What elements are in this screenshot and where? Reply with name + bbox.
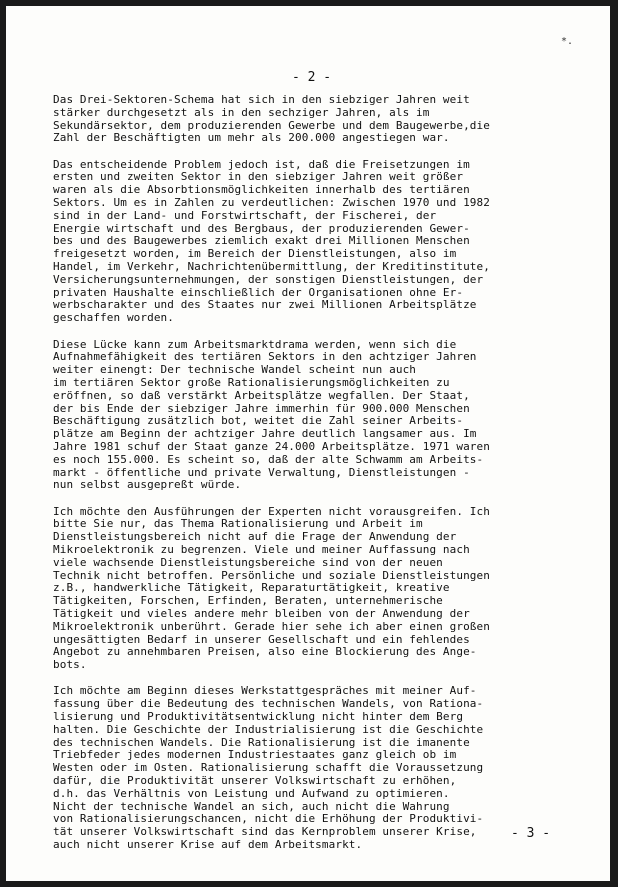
text-line: markt - öffentliche und private Verwaltung, Dienstleistungen - — [53, 465, 470, 479]
text-line: von Rationalisierungschancen, nicht die Erhöhung der Produktivi- — [53, 812, 484, 826]
text-line: nun selbst ausgepreßt würde. — [53, 478, 242, 492]
text-line: Tätigkeit und vieles andere mehr bleiben von der Anwendung der — [53, 606, 470, 620]
text-line: Das entscheidende Problem jedoch ist, daß die Freisetzungen im — [53, 157, 470, 171]
text-line: Diese Lücke kann zum Arbeitsmarktdrama werden, wenn sich die — [53, 337, 457, 351]
text-line: bes und des Baugewerbes ziemlich exakt drei Millionen Menschen — [53, 234, 470, 248]
text-line: auch nicht unserer Krise auf dem Arbeitsmarkt. — [53, 838, 363, 852]
paragraph — [53, 339, 573, 493]
text-line: sind in der Land- und Forstwirtschaft, der Fischerei, der — [53, 208, 437, 222]
text-line: Jahre 1981 schuf der Staat ganze 24.000 Arbeitsplätze. 1971 waren — [53, 439, 490, 453]
text-line: Sekundärsektor, dem produzierenden Gewerbe und dem Baugewerbe,die — [53, 118, 490, 132]
text-line: bitte Sie nur, das Thema Rationalisierung und Arbeit im — [53, 517, 423, 531]
text-line: Versicherungsunternehmungen, der sonstigen Dienstleistungen, der — [53, 272, 484, 286]
text-line: dafür, die Produktivität unserer Volkswirtschaft zu erhöhen, — [53, 774, 457, 788]
paragraph — [53, 506, 573, 672]
text-line: Handel, im Verkehr, Nachrichtenübermittlung, der Kreditinstitute, — [53, 260, 490, 274]
text-line: halten. Die Geschichte der Industrialisierung ist die Geschichte — [53, 722, 484, 736]
text-line: Ich möchte den Ausführungen der Experten nicht vorausgreifen. Ich — [53, 504, 490, 518]
text-line: Tätigkeiten, Forschen, Erfinden, Beraten, unternehmerische — [53, 594, 443, 608]
page-number-bottom: - 3 - — [511, 826, 551, 841]
text-line: werbscharakter und des Staates nur zwei Millionen Arbeitsplätze — [53, 298, 477, 312]
text-line: des technischen Wandels. Die Rationalisierung ist die imanente — [53, 735, 470, 749]
text-line: tät unserer Volkswirtschaft sind das Kernproblem unserer Krise, — [53, 825, 477, 839]
text-line: z.B., handwerkliche Tätigkeit, Reparaturtätigkeit, kreative — [53, 581, 450, 595]
text-line: Das Drei-Sektoren-Schema hat sich in den siebziger Jahren weit — [53, 93, 470, 106]
text-line: privaten Haushalte einschließlich der Organisationen ohne Er- — [53, 285, 464, 299]
text-line: fassung über die Bedeutung des technischen Wandels, von Rationa- — [53, 697, 484, 711]
scan-speck-mark: *. — [561, 36, 574, 47]
text-line: bots. — [53, 658, 87, 672]
text-line: Westen oder im Osten. Rationalisierung schafft die Voraussetzung — [53, 761, 484, 775]
text-line: Mikroelektronik zu begrenzen. Viele und meiner Auffassung nach — [53, 543, 470, 556]
paragraph — [53, 94, 573, 145]
text-line: ersten und zweiten Sektor in den siebziger Jahren weit größer — [53, 170, 464, 184]
text-line: stärker durchgesetzt als in den sechziger Jahren, als im — [53, 105, 430, 119]
text-line: Nicht der technische Wandel an sich, auch nicht die Wahrung — [53, 799, 450, 813]
text-line: viele wachsende Dienstleistungsbereiche sind von der neuen — [53, 555, 443, 569]
text-line: Triebfeder jedes modernen Industriestaates ganz gleich ob im — [53, 748, 457, 762]
paragraph — [53, 159, 573, 325]
text-line: plätze am Beginn der achtziger Jahre deutlich langsamer aus. Im — [53, 427, 477, 441]
text-line: Technik nicht betroffen. Persönliche und soziale Dienstleistungen — [53, 568, 490, 582]
text-line: im tertiären Sektor große Rationalisierungsmöglichkeiten zu — [53, 375, 450, 389]
text-line: geschaffen worden. — [53, 311, 175, 325]
document-body — [53, 94, 573, 865]
text-line: Ich möchte am Beginn dieses Werkstattgespräches mit meiner Auf- — [53, 684, 477, 698]
text-line: waren als die Absorbtionsmöglichkeiten innerhalb des tertiären — [53, 183, 470, 197]
text-line: freigesetzt worden, im Bereich der Dienstleistungen, also im — [53, 247, 457, 261]
text-line: der bis Ende der siebziger Jahre immerhin für 900.000 Menschen — [53, 401, 470, 415]
text-line: Mikroelektronik unberührt. Gerade hier sehe ich aber einen großen — [53, 619, 490, 633]
text-line: d.h. das Verhältnis von Leistung und Aufwand zu optimieren. — [53, 786, 450, 800]
text-line: Aufnahmefähigkeit des tertiären Sektors in den achtziger Jahren — [53, 350, 477, 364]
text-line: Dienstleistungsbereich nicht auf die Frage der Anwendung der — [53, 530, 457, 544]
text-line: Sektors. Um es in Zahlen zu verdeutlichen: Zwischen 1970 und 1982 — [53, 196, 490, 210]
text-line: Angebot zu annehmbaren Preisen, also eine Blockierung des Ange- — [53, 645, 477, 659]
text-line: lisierung und Produktivitätsentwicklung nicht hinter dem Berg — [53, 710, 464, 724]
paragraph — [53, 685, 573, 851]
text-line: Zahl der Beschäftigten um mehr als 200.000 angestiegen war. — [53, 131, 450, 145]
text-line: eröffnen, so daß verstärkt Arbeitsplätze wegfallen. Der Staat, — [53, 388, 470, 402]
text-line: ungesättigten Bedarf in unserer Gesellschaft und ein fehlendes — [53, 632, 470, 646]
text-line: Energie wirtschaft und des Bergbaus, der produzierenden Gewer- — [53, 221, 470, 235]
page-number-top: - 2 - — [292, 70, 332, 85]
text-line: Beschäftigung zusätzlich bot, weitet die Zahl seiner Arbeits- — [53, 414, 464, 428]
text-line: weiter einengt: Der technische Wandel scheint nun auch — [53, 363, 417, 377]
document-page — [6, 6, 610, 881]
text-line: es noch 155.000. Es scheint so, daß der alte Schwamm am Arbeits- — [53, 452, 484, 466]
